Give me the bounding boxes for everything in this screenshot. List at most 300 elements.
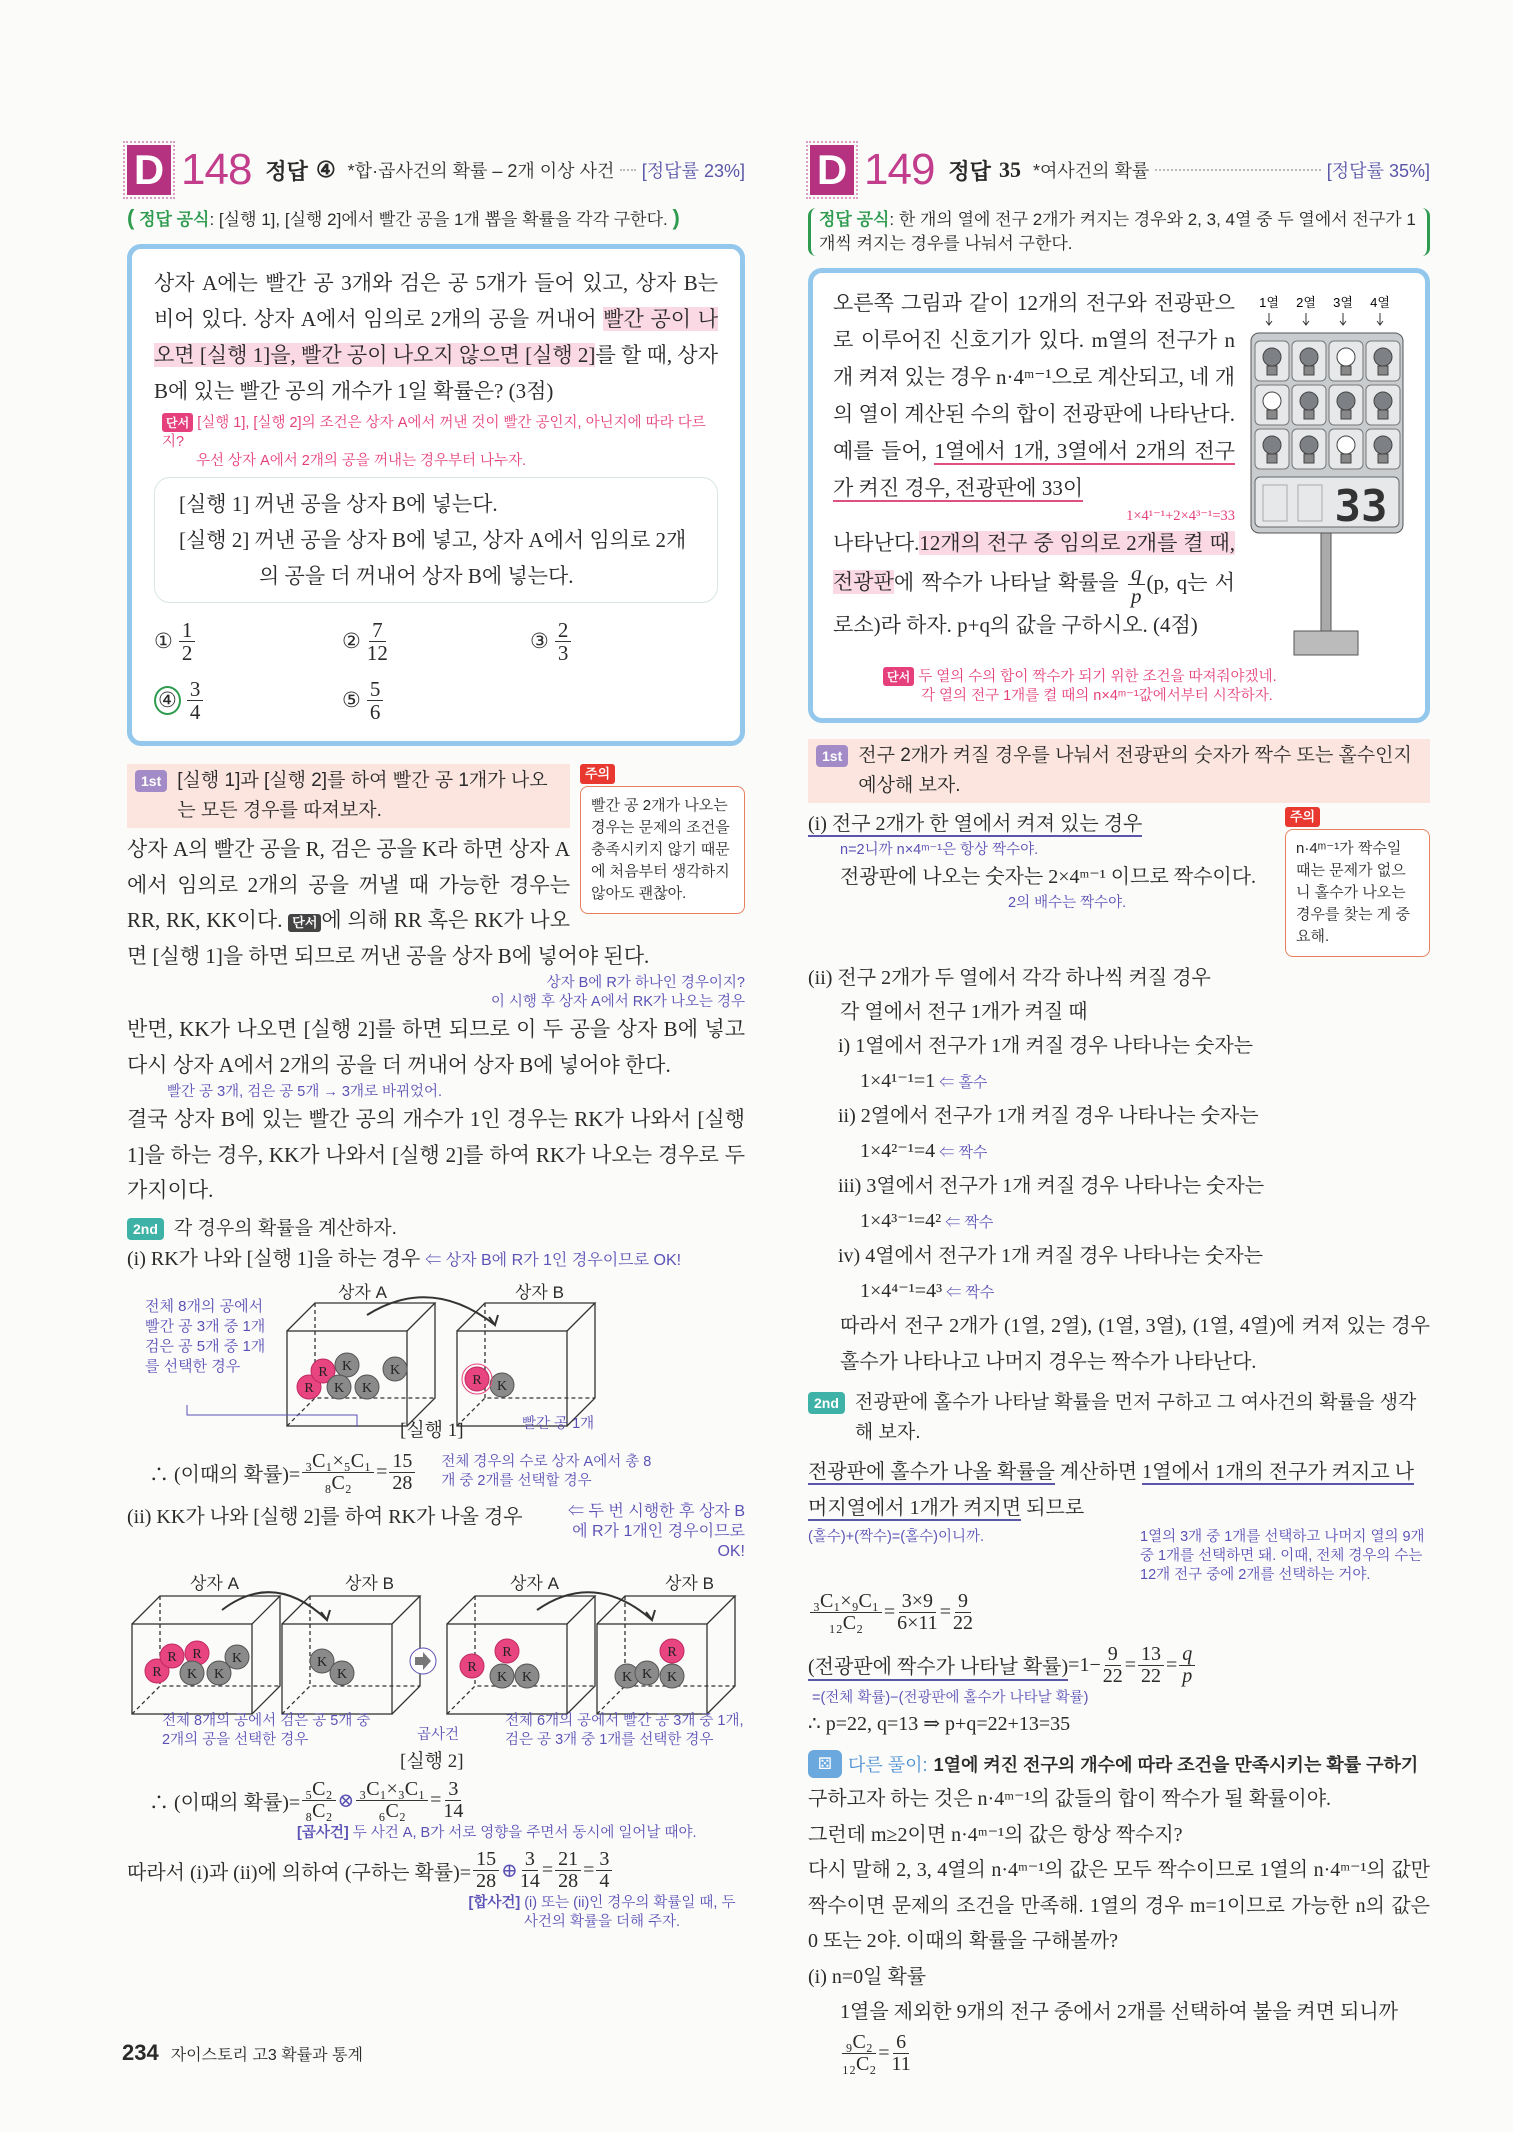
ball-label: R — [502, 1644, 512, 1660]
case-text: 전광판에 나오는 숫자는 2×4ᵐ⁻¹ 이므로 짝수이다. — [840, 866, 1257, 888]
column-cases — [808, 1029, 1430, 1309]
eq-text: = — [1166, 1654, 1178, 1676]
parity-annotation: ⇐ 홀수 — [935, 1074, 988, 1091]
parity-annotation: ⇐ 짝수 — [941, 1214, 994, 1231]
problem-text: (p, q는 서로소)라 하자. p+q의 값을 구하시오. (4점) — [833, 570, 1235, 638]
ball-label: K — [521, 1669, 533, 1685]
numerator: 15 — [473, 1849, 499, 1871]
choice-fraction: $\frac{5}{6}$ — [367, 678, 384, 723]
problem-box — [127, 244, 745, 746]
solution-paragraph-3: 결국 상자 B에 있는 빨간 공의 개수가 1인 경우는 RK가 나와서 [실행 1]을 하는 경우, KK가 나와서 [실행 2]를 하여 RK가 나오는 경우로 두 가지이다. — [127, 1107, 745, 1203]
bulb-base — [1267, 454, 1277, 463]
denominator: 22 — [1141, 1665, 1162, 1687]
solution-paragraph-2: 반면, KK가 나오면 [실행 2]를 하면 되므로 이 두 공을 상자 B에 넣고 다시 상자 A에서 2개의 공을 더 꺼내어 상자 B에 넣어야 한다. — [127, 1017, 745, 1077]
ball-label: R — [152, 1664, 162, 1680]
lit-bulb-icon — [1337, 348, 1355, 366]
ball-label: K — [389, 1362, 401, 1378]
formula-text: : [실행 1], [실행 2]에서 빨간 공을 1개 뽑을 확률을 각각 구한다. — [209, 210, 668, 229]
probability-1 — [149, 1451, 417, 1494]
eq-text: = — [878, 2041, 890, 2064]
step-text: [실행 1]과 [실행 2]를 하여 빨간 공 1개가 나오는 모든 경우를 따져보자. — [177, 770, 548, 822]
down-arrow-icon — [1303, 313, 1309, 325]
denominator: 22 — [1102, 1665, 1123, 1687]
denominator: 14 — [519, 1869, 540, 1892]
box-a-label: 상자 A — [190, 1573, 239, 1593]
case-2: (ii) KK가 나와 [실행 2]를 하여 RK가 나올 경우 — [127, 1505, 523, 1528]
parity-annotation: ⇐ 짝수 — [942, 1284, 995, 1301]
unlit-bulb-icon — [1263, 348, 1281, 366]
step2-heading — [808, 1388, 1430, 1448]
cube-hidden-edge — [597, 1686, 735, 1714]
underlined-text: 전광판에 홀수가 나올 확률을 — [808, 1461, 1055, 1483]
denominator: p — [1182, 1665, 1193, 1687]
eq-text: = — [541, 1858, 554, 1881]
step1-section — [808, 739, 1430, 1380]
denominator: 4 — [599, 1869, 610, 1892]
choice-mark: ① — [154, 629, 173, 654]
bulb-base — [1378, 366, 1388, 375]
annotation: (홀수)+(짝수)=(홀수)이니까. — [808, 1529, 984, 1545]
cube-top — [597, 1596, 735, 1624]
probability-1-row — [127, 1451, 745, 1494]
page-footer — [122, 2040, 363, 2066]
bulb-base — [1378, 410, 1388, 419]
solution-text: 에 의해 RR 혹은 RK가 나오면 [실행 1]을 하면 되므로 꺼낸 공을 상자 B에 넣어야 된다. — [127, 908, 650, 968]
solution-text: 상자 A의 빨간 공을 R, 검은 공을 K라 하면 상자 A에서 임의로 2개의 공을 꺼낼 때 가능한 경우는 RR, RK, KK이다. — [127, 837, 570, 933]
cube-side — [567, 1303, 595, 1426]
numerator: 3 — [522, 1849, 538, 1871]
choice-fraction: $\frac{3}{4}$ — [187, 678, 204, 723]
down-arrow-icon — [1266, 313, 1272, 325]
dotted-leader — [1155, 169, 1321, 171]
case-annotation: n=2니까 n×4ᵐ⁻¹은 항상 짝수야. — [840, 842, 1039, 858]
numerator: ₃C₁×₅C₁ — [302, 1451, 374, 1473]
step1-banner — [127, 764, 570, 828]
ball-label: R — [192, 1646, 202, 1662]
box-b-label: 상자 B — [345, 1573, 394, 1593]
dice-icon: ⚄ — [808, 1750, 842, 1778]
bulb-base — [1304, 410, 1314, 419]
bulb-base — [1304, 454, 1314, 463]
odd-probability-annotations — [808, 1528, 1430, 1585]
correct-rate: [정답률 35%] — [1326, 161, 1430, 181]
note-text: 두 사건 A, B가 서로 영향을 주면서 동시에 일어날 때야. — [352, 1824, 697, 1841]
underlined-example: 1열에서 1개, 3열에서 2개의 전구가 켜진 경우, 전광판에 33이 — [833, 439, 1235, 500]
step-text: 전광판에 홀수가 나타날 확률을 먼저 구하고 그 여사건의 확률을 생각해 보자. — [854, 1392, 1417, 1443]
case-title: (ii) 전구 2개가 두 열에서 각각 하나씩 켜질 경우 — [808, 967, 1211, 989]
note-text: (i) 또는 (ii)인 경우의 확률일 때, 두 사건의 확률을 더해 주자. — [523, 1894, 736, 1930]
unlit-bulb-icon — [1300, 392, 1318, 410]
denominator: 6×11 — [897, 1612, 938, 1634]
ball-label: K — [496, 1669, 508, 1685]
choice-mark: ⑤ — [342, 688, 361, 713]
cube-top — [447, 1596, 595, 1624]
choice-1[interactable] — [154, 619, 342, 664]
lit-bulb-icon — [1337, 436, 1355, 454]
cube-side — [407, 1303, 435, 1426]
ball-label: K — [186, 1666, 198, 1682]
leader-line — [187, 1405, 357, 1427]
step-badge: 1st — [135, 770, 167, 792]
problem-statement — [154, 265, 718, 409]
hint-line: [실행 1], [실행 2]의 조건은 상자 A에서 꺼낸 것이 빨간 공인지, 아닌지에 따라 다르지? — [162, 415, 706, 450]
column-case-eq: 1×4⁴⁻¹=4³ ⇐ 짝수 — [860, 1280, 995, 1302]
ball-label: R — [304, 1380, 314, 1396]
problem-text: 에 짝수가 나타날 확률을 — [893, 570, 1127, 595]
step-text: 각 경우의 확률을 계산하자. — [173, 1217, 397, 1239]
parity-annotation: ⇐ 짝수 — [935, 1144, 988, 1161]
ball-label: R — [467, 1659, 477, 1675]
ball-label: K — [666, 1669, 678, 1685]
even-probability-eq — [808, 1644, 1430, 1687]
column-case-eq: 1×4²⁻¹=4 ⇐ 짝수 — [860, 1140, 988, 1162]
figure-annotation: 전체 6개의 공에서 빨간 공 3개 중 1개, 검은 공 3개 중 1개를 선택한 경우 — [505, 1712, 744, 1748]
choice-fraction: $\frac{1}{2}$ — [179, 619, 196, 664]
bulb-base — [1267, 366, 1277, 375]
caution-tag: 주의 — [1285, 807, 1320, 827]
odd-probability-eq — [808, 1591, 1430, 1634]
unlit-bulb-icon — [1300, 348, 1318, 366]
box-b-label: 상자 B — [665, 1573, 714, 1593]
column-label: 3열 — [1333, 295, 1353, 310]
display-digits: 33 — [1334, 481, 1388, 532]
alt-case-1-eq — [808, 2032, 1430, 2075]
cube-top — [282, 1596, 420, 1624]
highlighted-condition: 12개의 전구 중 임의로 2개를 켤 때, 전광판 — [833, 531, 1235, 595]
bulb-base — [1341, 366, 1351, 375]
choice-mark: ③ — [530, 629, 549, 654]
denominator: p — [1131, 584, 1142, 609]
problem-text: 오른쪽 그림과 같이 12개의 전구와 전광판으로 이루어진 신호기가 있다. m열의 전구가 n개 켜져 있는 경우 n·4ᵐ⁻¹으로 계산되고, 네 개의 열이 계산된 수의 합이 전광판에 나타난다. 예를 들어, — [833, 291, 1235, 463]
cube-hidden-edge — [132, 1686, 280, 1714]
ball-label: R — [667, 1644, 677, 1660]
formula-label: 정답 공식 — [819, 210, 890, 229]
step-text: 전구 2개가 켜질 경우를 나눠서 전광판의 숫자가 짝수 또는 홀수인지 예상해 보자. — [858, 745, 1412, 796]
denominator: 28 — [476, 1869, 497, 1892]
annotation-rk: 상자 B에 R가 하나인 경우이지? — [546, 975, 745, 992]
choice-mark: ② — [342, 629, 361, 654]
example-annotation: 1×4¹⁻¹+2×4³⁻¹=33 — [1126, 508, 1235, 524]
hint-line: 우선 상자 A에서 2개의 공을 꺼내는 경우부터 나누자. — [196, 453, 527, 469]
step1-section — [127, 764, 745, 1209]
ball-label: R — [472, 1372, 482, 1388]
probability-annotation: 전체 경우의 수로 상자 A에서 총 8개 중 2개를 선택할 경우 — [441, 1454, 652, 1490]
ball-label: K — [361, 1380, 373, 1396]
sum-event-note — [467, 1894, 737, 1932]
denominator: 11 — [891, 2052, 911, 2075]
answer-formula — [808, 208, 1430, 256]
product-event-note — [127, 1824, 745, 1843]
case-annotation: 2의 배수는 짝수야. — [1008, 895, 1127, 911]
cube-side — [707, 1596, 735, 1714]
box-a-label: 상자 A — [338, 1282, 387, 1302]
answer-formula: ( 정답 공식: [실행 1], [실행 2]에서 빨간 공을 1개 뽑을 확률을 각각 구한다. ) — [127, 205, 680, 230]
numerator: 9 — [1105, 1644, 1121, 1666]
hint-annotation — [154, 413, 718, 471]
difficulty-badge: D — [810, 145, 854, 195]
annotation: =(전체 확률)−(전광판에 홀수가 나타날 확률) — [812, 1690, 1089, 1706]
bulb-base — [1378, 454, 1388, 463]
problem-number: 149 — [864, 145, 935, 194]
sum-operator: ⊕ — [501, 1859, 518, 1882]
figure-annotation: 전체 8개의 공에서 빨간 공 3개 중 1개 검은 공 5개 중 1개를 선택한 경우 — [145, 1297, 266, 1375]
unlit-bulb-icon — [1374, 348, 1392, 366]
step2-heading — [127, 1215, 745, 1243]
page-number: 234 — [122, 2040, 159, 2065]
text: 계산하면 — [1054, 1461, 1143, 1483]
unlit-bulb-icon — [1374, 436, 1392, 454]
answer-label: 정답 — [265, 158, 308, 184]
ball-label: K — [341, 1358, 353, 1374]
eq-text: = — [376, 1460, 388, 1483]
numerator: 13 — [1138, 1644, 1164, 1666]
highlighted-condition: 빨간 공이 나오면 [실행 1]을, 빨간 공이 나오지 않으면 [실행 2] — [154, 307, 718, 367]
denominator: 14 — [443, 1799, 464, 1822]
condition-2: [실행 2] 꺼낸 공을 상자 B에 넣고, 상자 A에서 임의로 2개 — [179, 528, 687, 552]
case-1 — [127, 1243, 745, 1275]
figure-caption: [실행 1] — [400, 1419, 464, 1441]
choice-5[interactable] — [342, 678, 530, 723]
underlined-text: 1열에서 1개의 전구가 켜지고 나머지열에서 1개가 켜지면 — [808, 1461, 1414, 1519]
signal-pole — [1321, 533, 1331, 633]
denominator: 22 — [952, 1612, 973, 1634]
down-arrow-icon — [1377, 313, 1383, 325]
alternative-solution-body: 구하고자 하는 것은 n·4ᵐ⁻¹의 값들의 합이 짝수가 될 확률이야. 그런데 m≥2이면 n·4ᵐ⁻¹의 값은 항상 짝수지? 다시 말해 2, 3, 4열의 n·4ᵐ⁻¹의 값은 모두 짝수이므로 1열의 n·4ᵐ⁻¹의 값만 짝수이면 문제의 조건을 만족해. 1열의 경우 m=1이므로 가능한 n의 값은 0 또는 2야. 이때의 확률을 구해볼까? — [808, 1788, 1430, 1952]
note-tag: [합사건] — [468, 1894, 521, 1911]
caution-callout — [580, 764, 745, 914]
cube-hidden-edge — [447, 1686, 595, 1714]
problem-number: 148 — [181, 145, 252, 194]
case-annotation: ⇐ 두 번 시행한 후 상자 B에 R가 1개인 경우이므로 OK! — [568, 1502, 745, 1560]
eq-text: = — [883, 1601, 896, 1623]
alternative-solution-heading — [808, 1750, 1430, 1778]
difficulty-badge: D — [127, 145, 171, 195]
cube-side — [567, 1596, 595, 1714]
ball-label: K — [336, 1666, 348, 1682]
numerator: ₃C₁×₉C₁ — [810, 1591, 882, 1613]
eq-text: = — [583, 1858, 595, 1881]
conditions-box — [154, 477, 718, 603]
answer-label: 정답 — [948, 158, 991, 184]
step1-conclusion: 따라서 전구 2개가 (1열, 2열), (1열, 3열), (1열, 4열)에 켜져 있는 경우 홀수가 나타나고 나머지 경우는 짝수가 나타난다. — [840, 1315, 1430, 1373]
unlit-bulb-icon — [1263, 436, 1281, 454]
problem-box — [808, 268, 1430, 723]
unlit-bulb-icon — [1374, 392, 1392, 410]
numerator: 9 — [955, 1591, 971, 1613]
choice-4[interactable] — [154, 678, 342, 723]
case-title: (i) 전구 2개가 한 열에서 켜져 있는 경우 — [808, 813, 1143, 835]
arrow-head — [321, 1610, 330, 1620]
figure-caption: [실행 2] — [400, 1750, 464, 1772]
signal-base — [1294, 631, 1358, 655]
step-badge: 2nd — [808, 1392, 845, 1414]
denominator: ₆C₂ — [378, 1799, 406, 1822]
conditions — [155, 478, 717, 602]
underlined-text: (전광판에 짝수가 나타날 확률) — [808, 1650, 1068, 1681]
choice-2[interactable] — [342, 619, 530, 664]
topic-label: *합·곱사건의 확률 – 2개 이상 사건 — [347, 161, 615, 181]
box-a-label: 상자 A — [510, 1573, 559, 1593]
probability-2 — [127, 1779, 745, 1822]
bulb-base — [1304, 366, 1314, 375]
condition-2-cont: 의 공을 더 꺼내어 상자 B에 넣는다. — [259, 564, 574, 588]
cube-top — [132, 1596, 280, 1624]
case-2-row — [127, 1502, 745, 1562]
denominator: 28 — [392, 1471, 413, 1494]
right-column — [808, 208, 1430, 2075]
condition-1: [실행 1] 꺼낸 공을 상자 B에 넣는다. — [179, 492, 498, 516]
problem-statement — [833, 285, 1235, 644]
denominator: ₈C₂ — [324, 1471, 352, 1494]
unlit-bulb-icon — [1300, 436, 1318, 454]
text: 되므로 — [1021, 1497, 1085, 1519]
problem-text: 나타난다. — [833, 531, 920, 555]
column-case-title: iv) 4열에서 전구가 1개 켜질 경우 나타나는 숫자는 — [838, 1245, 1263, 1267]
choice-fraction: $\frac{7}{12}$ — [366, 618, 388, 666]
left-column — [127, 206, 745, 1932]
denominator: ₁₂C₂ — [842, 2052, 877, 2075]
product-operator: ⊗ — [337, 1789, 355, 1812]
figure-annotation: 전체 8개의 공에서 검은 공 5개 중 2개의 공을 선택한 경우 — [162, 1712, 371, 1748]
denominator: ₁₂C₂ — [828, 1612, 864, 1634]
hint-line: 두 열의 수의 합이 짝수가 되기 위한 조건을 따져줘야겠네. — [918, 669, 1277, 685]
formula-label: 정답 공식 — [139, 210, 210, 229]
answer-choices — [154, 619, 718, 723]
numerator: 15 — [389, 1451, 415, 1473]
numerator: 3 — [596, 1849, 612, 1871]
caution-tag: 주의 — [580, 764, 615, 784]
eq-text: ∴ (이때의 확률)= — [149, 1463, 301, 1486]
arrow-head — [489, 1315, 498, 1325]
step-badge: 1st — [816, 745, 848, 767]
eq-text: = — [1124, 1654, 1137, 1676]
eq-text: =1− — [1068, 1654, 1101, 1676]
product-event-label: 곱사건 — [417, 1726, 460, 1743]
problem-text: 상자 A에는 빨간 공 3개와 검은 공 5개가 들어 있고, 상자 B는 비어 있다. 상자 A에서 임의로 2개의 공을 꺼내어 — [154, 271, 718, 331]
choice-fraction: $\frac{2}{3}$ — [555, 619, 572, 664]
ball-label: K — [621, 1669, 633, 1685]
topic-label: *여사건의 확률 — [1032, 161, 1150, 181]
caution-note: 빨간 공 2개가 나오는 경우는 문제의 조건을 충족시키지 않기 때문에 처음부터 생각하지 않아도 괜찮아. — [580, 786, 745, 914]
hint-tag: 단서 — [883, 667, 914, 686]
signal-board-figure — [1249, 293, 1409, 663]
hint-line: 각 열의 전구 1개를 켤 때의 n×4ᵐ⁻¹값에서부터 시작하자. — [921, 688, 1273, 704]
ball-label: K — [213, 1666, 225, 1682]
column-label: 4열 — [1370, 295, 1390, 310]
answer-value: ④ — [315, 157, 336, 182]
bulb-base — [1341, 410, 1351, 419]
odd-probability-text — [808, 1454, 1430, 1526]
ball-label: K — [333, 1380, 345, 1396]
figure-trial-2-container — [127, 1566, 745, 1771]
column-label: 2열 — [1296, 295, 1316, 310]
numerator: 21 — [555, 1849, 581, 1871]
numerator: 6 — [893, 2032, 909, 2054]
case-annotation: ⇐ 상자 B에 R가 1인 경우이므로 OK! — [425, 1251, 682, 1269]
eq-text: = — [430, 1788, 442, 1811]
cube-hidden-edge — [282, 1686, 420, 1714]
column-case-title: ii) 2열에서 전구가 1개 켜질 경우 나타나는 숫자는 — [838, 1105, 1259, 1127]
annotation: 1열의 3개 중 1개를 선택하고 나머지 열의 9개 중 1개를 선택하면 돼. 이때, 전체 경우의 수는 12개 전구 중에 2개를 선택하는 거야. — [1140, 1529, 1425, 1583]
arrow-head — [646, 1610, 655, 1620]
book-title: 자이스토리 고3 확률과 통계 — [170, 2047, 363, 2064]
ball-label: K — [641, 1666, 653, 1682]
annotation-change: 빨간 공 3개, 검은 공 5개 → 3개로 바뀌었어. — [167, 1084, 443, 1101]
eq-text: ∴ (이때의 확률)= — [149, 1791, 301, 1814]
alt-case-1: (i) n=0일 확률 — [808, 1965, 927, 1988]
down-arrow-icon — [1340, 313, 1346, 325]
caution-callout — [1285, 807, 1430, 957]
caution-note: n·4ᵐ⁻¹가 짝수일 때는 문제가 없으니 홀수가 나오는 경우를 찾는 게 중요해. — [1285, 829, 1430, 957]
lit-bulb-icon — [1263, 392, 1281, 410]
alt-case-1-text: 1열을 제외한 9개의 전구 중에서 2개를 선택하여 불을 켜면 되니까 — [840, 2000, 1398, 2023]
ball-label: K — [496, 1378, 508, 1394]
numerator: ₃C₁×₃C₁ — [356, 1779, 428, 1801]
column-case-eq: 1×4³⁻¹=4² ⇐ 짝수 — [860, 1210, 994, 1232]
denominator: ₈C₂ — [305, 1799, 333, 1822]
final-answer-line: ∴ p=22, q=13 ⇒ p+q=22+13=35 — [808, 1713, 1071, 1735]
box-b-label: 상자 B — [515, 1282, 564, 1302]
final-probability — [127, 1849, 745, 1892]
answer-value: 35 — [998, 157, 1021, 182]
numerator: q — [1128, 562, 1145, 585]
numerator: q — [1179, 1644, 1195, 1666]
ball-label: R — [318, 1364, 328, 1380]
bulb-base — [1341, 454, 1351, 463]
ball-label: R — [167, 1649, 177, 1665]
column-case-title: iii) 3열에서 전구가 1개 켜질 경우 나타나는 숫자는 — [838, 1175, 1265, 1197]
figure-trial-1-container — [127, 1275, 745, 1443]
numerator: ₅C₂ — [302, 1779, 335, 1801]
choice-3[interactable] — [530, 619, 718, 664]
hint-ref-tag: 단서 — [288, 914, 321, 932]
red-ball-annotation: 빨간 공 1개 — [522, 1415, 595, 1432]
hint-annotation — [833, 667, 1409, 706]
numerator: 3 — [445, 1779, 461, 1801]
column-case-eq: 1×4¹⁻¹=1 ⇐ 홀수 — [860, 1070, 988, 1092]
annotation-trial: 이 시행 후 상자 A에서 RK가 나오는 경우 — [490, 994, 745, 1011]
bulb-base — [1267, 410, 1277, 419]
problem-149-header — [810, 142, 1430, 198]
problem-content — [833, 285, 1409, 663]
formula-text: : 한 개의 열에 전구 2개가 켜지는 경우와 2, 3, 4열 중 두 열에서 전구가 1개씩 켜지는 경우를 나눠서 구한다. — [819, 210, 1416, 253]
step-badge: 2nd — [127, 1218, 164, 1240]
column-case-title: i) 1열에서 전구가 1개 켜질 경우 나타나는 숫자는 — [838, 1035, 1253, 1057]
problem-text: 를 할 때, 상자 B에 있는 빨간 공의 개수가 1일 확률은? (3점) — [154, 343, 718, 403]
numerator: ₉C₂ — [842, 2032, 875, 2054]
cube-side — [252, 1596, 280, 1714]
problem-148-header — [127, 142, 745, 198]
cube-top — [457, 1303, 595, 1331]
hint-tag: 단서 — [162, 413, 193, 432]
denominator: 28 — [558, 1869, 579, 1892]
note-tag: [곱사건] — [297, 1824, 349, 1841]
alt-label: 다른 풀이: — [848, 1755, 928, 1775]
correct-rate: [정답률 23%] — [641, 161, 745, 181]
ball-label: K — [231, 1650, 243, 1666]
case-text: 각 열에서 전구 1개가 켜질 때 — [840, 1001, 1088, 1023]
alt-title: 1열에 켜진 전구의 개수에 따라 조건을 만족시키는 확률 구하기 — [933, 1755, 1419, 1775]
dotted-leader — [620, 169, 635, 171]
unlit-bulb-icon — [1337, 392, 1355, 410]
case-title: (i) RK가 나와 [실행 1]을 하는 경우 — [127, 1247, 421, 1270]
eq-text: = — [939, 1601, 951, 1623]
eq-text: 따라서 (i)과 (ii)에 의하여 (구하는 확률)= — [127, 1861, 472, 1884]
choice-mark: ④ — [154, 686, 181, 715]
column-label: 1열 — [1259, 295, 1279, 310]
step1-banner — [808, 739, 1430, 803]
ball-label: K — [316, 1654, 328, 1670]
